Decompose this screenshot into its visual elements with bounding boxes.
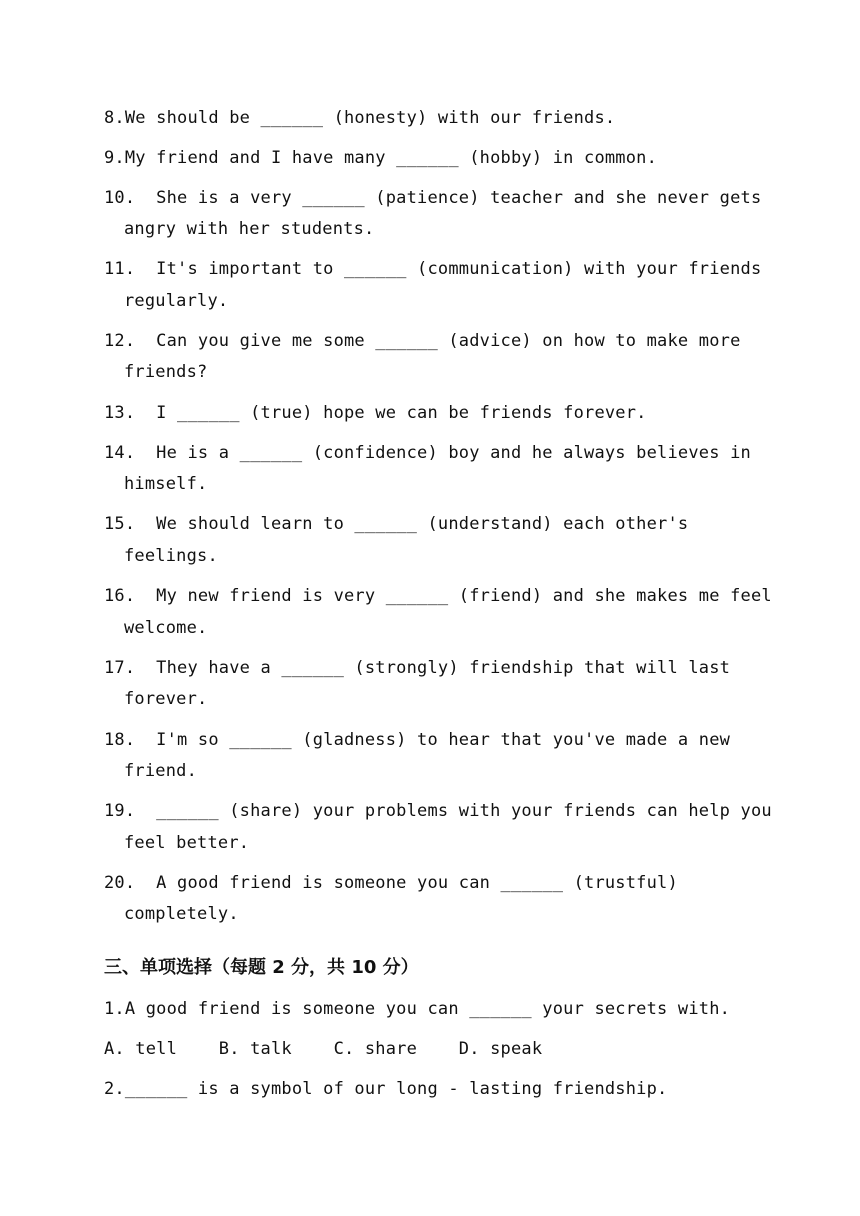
question-12-line-1: 12. Can you give me some ______ (advice) on how to make more bbox=[104, 331, 741, 351]
mc-question-1-options: A. tell B. talk C. share D. speak bbox=[104, 1039, 543, 1059]
question-16-line-1: 16. My new friend is very ______ (friend) and she makes me feel bbox=[104, 586, 772, 606]
question-20-line-2: completely. bbox=[124, 904, 239, 924]
question-14-line-2: himself. bbox=[124, 474, 208, 494]
question-18-line-1: 18. I'm so ______ (gladness) to hear that you've made a new bbox=[104, 730, 731, 750]
question-13-line-1: 13. I ______ (true) hope we can be friends forever. bbox=[104, 403, 647, 423]
mc-question-2: 2.______ is a symbol of our long - lasting friendship. bbox=[104, 1079, 668, 1099]
mc-question-1: 1.A good friend is someone you can ______ your secrets with. bbox=[104, 999, 731, 1019]
question-8-line-1: 8.We should be ______ (honesty) with our friends. bbox=[104, 108, 616, 128]
question-14-line-1: 14. He is a ______ (confidence) boy and he always believes in bbox=[104, 443, 751, 463]
question-15-line-2: feelings. bbox=[124, 546, 218, 566]
question-9-line-1: 9.My friend and I have many ______ (hobby) in common. bbox=[104, 148, 658, 168]
question-11-line-2: regularly. bbox=[124, 291, 229, 311]
section-3-heading: 三、单项选择（每题 2 分，共 10 分） bbox=[104, 957, 419, 978]
question-20-line-1: 20. A good friend is someone you can ______ (trustful) bbox=[104, 873, 678, 893]
question-15-line-1: 15. We should learn to ______ (understand) each other's bbox=[104, 514, 689, 534]
question-17-line-1: 17. They have a ______ (strongly) friendship that will last bbox=[104, 658, 731, 678]
question-11-line-1: 11. It's important to ______ (communication) with your friends bbox=[104, 259, 762, 279]
question-10-line-1: 10. She is a very ______ (patience) teacher and she never gets bbox=[104, 188, 762, 208]
question-16-line-2: welcome. bbox=[124, 618, 208, 638]
question-19-line-1: 19. ______ (share) your problems with your friends can help you bbox=[104, 801, 772, 821]
question-10-line-2: angry with her students. bbox=[124, 219, 375, 239]
question-12-line-2: friends? bbox=[124, 362, 208, 382]
question-17-line-2: forever. bbox=[124, 689, 208, 709]
question-19-line-2: feel better. bbox=[124, 833, 250, 853]
question-18-line-2: friend. bbox=[124, 761, 198, 781]
